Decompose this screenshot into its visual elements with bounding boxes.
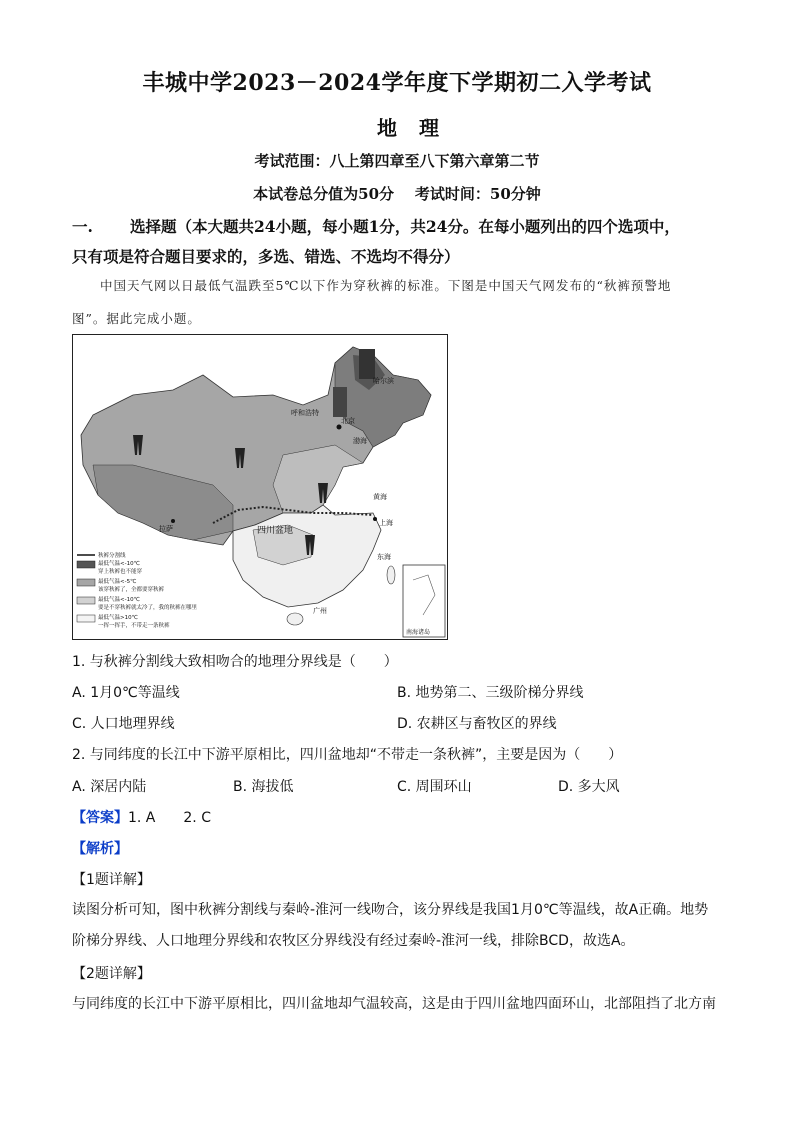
beijing-dot [337,425,342,430]
q1-analysis-line1: 读图分析可知，图中秋裤分割线与秦岭-淮河一线吻合，该分界线是我国1月0℃等温线，故A正确。地势 [72,902,709,918]
hainan-island [287,613,303,625]
label-harbin: 哈尔滨 [373,377,394,385]
intro-line2: 图”。据此完成小题。 [72,311,201,326]
subject-title: 地理 [377,116,461,140]
label-lhasa: 拉萨 [159,525,173,533]
shanghai-dot [373,517,377,521]
legend-5: 最低气温<-10℃ [98,597,140,603]
answer-label: 【答案】 [72,810,128,826]
label-beijing: 北京 [341,417,355,425]
legend-8: 一挥一挥手，不带走一条秋裤 [98,623,170,629]
answer-text: 1. A 2. C [128,810,211,826]
exam-range: 考试范围：八上第四章至八下第六章第二节 [254,152,540,170]
question-1-option-b[interactable]: B. 地势第二、三级阶梯分界线 [397,685,584,701]
question-1-stem: 1. 与秋裤分割线大致相吻合的地理分界线是（ ） [72,654,398,670]
section-number: 一. [72,217,93,236]
q1-analysis-line2: 阶梯分界线、人口地理分界线和农牧区分界线没有经过秦岭-淮河一线，排除BCD，故选A。 [72,933,635,949]
label-yellow-sea: 黄海 [373,493,387,501]
label-east-sea: 东海 [377,553,391,561]
label-inset: 南海诸岛 [406,629,431,636]
question-1-option-a[interactable]: A. 1月0℃等温线 [72,685,180,701]
south-sea-inset [403,565,445,637]
analysis-header [72,838,128,858]
lhasa-dot [171,519,175,523]
intro-line1: 中国天气网以日最低气温跌至5℃以下作为穿秋裤的标准。下图是中国天气网发布的“秋裤预警地 [100,278,672,293]
legend-7: 最低气温>10℃ [98,615,138,621]
legend-4: 该穿秋裤了，全都要穿秋裤 [98,587,165,593]
answer-block [72,807,211,827]
china-map-figure [73,335,447,639]
exam-score-time: 本试卷总分值为50分 考试时间：50分钟 [253,185,541,203]
q2-analysis-line1: 与同纬度的长江中下游平原相比，四川盆地却气温较高，这是由于四川盆地四面环山，北部阻挡了北方南 [72,996,716,1012]
legend-2: 穿上秋裤也不能穿 [98,569,143,575]
legend-1: 最低气温<-10℃ [98,561,140,567]
question-2-option-a[interactable]: A. 深居内陆 [72,779,147,795]
q2-analysis-label: 【2题详解】 [72,966,151,982]
label-guangzhou: 广州 [313,607,327,615]
section-heading-line2: 只有项是符合题目要求的，多选、错选、不选均不得分） [72,247,460,266]
legend-6: 要是不穿秋裤就太冷了，我的秋裤在哪里 [98,605,198,611]
region-north-china [273,445,363,513]
exam-title: 丰城中学2023－2024学年度下学期初二入学考试 [142,70,652,96]
analysis-label: 【解析】 [72,841,128,857]
section-heading-line1: 选择题（本大题共24小题，每小题1分，共24分。在每小题列出的四个选项中， [130,217,680,236]
long-johns-warning-map [72,334,448,640]
question-1-option-d[interactable]: D. 农耕区与畜牧区的界线 [397,716,557,732]
question-2-option-b[interactable]: B. 海拔低 [233,779,294,795]
legend-3: 最低气温<-5℃ [98,579,137,585]
label-hohhot: 呼和浩特 [291,409,319,417]
label-shanghai: 上海 [379,519,393,527]
legend-0: 秋裤分割线 [98,553,126,559]
question-2-option-d[interactable]: D. 多大风 [558,779,620,795]
question-2-stem: 2. 与同纬度的长江中下游平原相比，四川盆地却“不带走一条秋裤”，主要是因为（ ） [72,747,623,763]
label-sichuan: 四川盆地 [257,526,294,536]
label-bohai: 渤海 [353,437,367,445]
q1-analysis-label: 【1题详解】 [72,872,151,888]
question-2-option-c[interactable]: C. 周围环山 [397,779,472,795]
question-1-option-c[interactable]: C. 人口地理界线 [72,716,175,732]
map-legend [77,551,198,629]
taiwan-island [387,566,395,584]
